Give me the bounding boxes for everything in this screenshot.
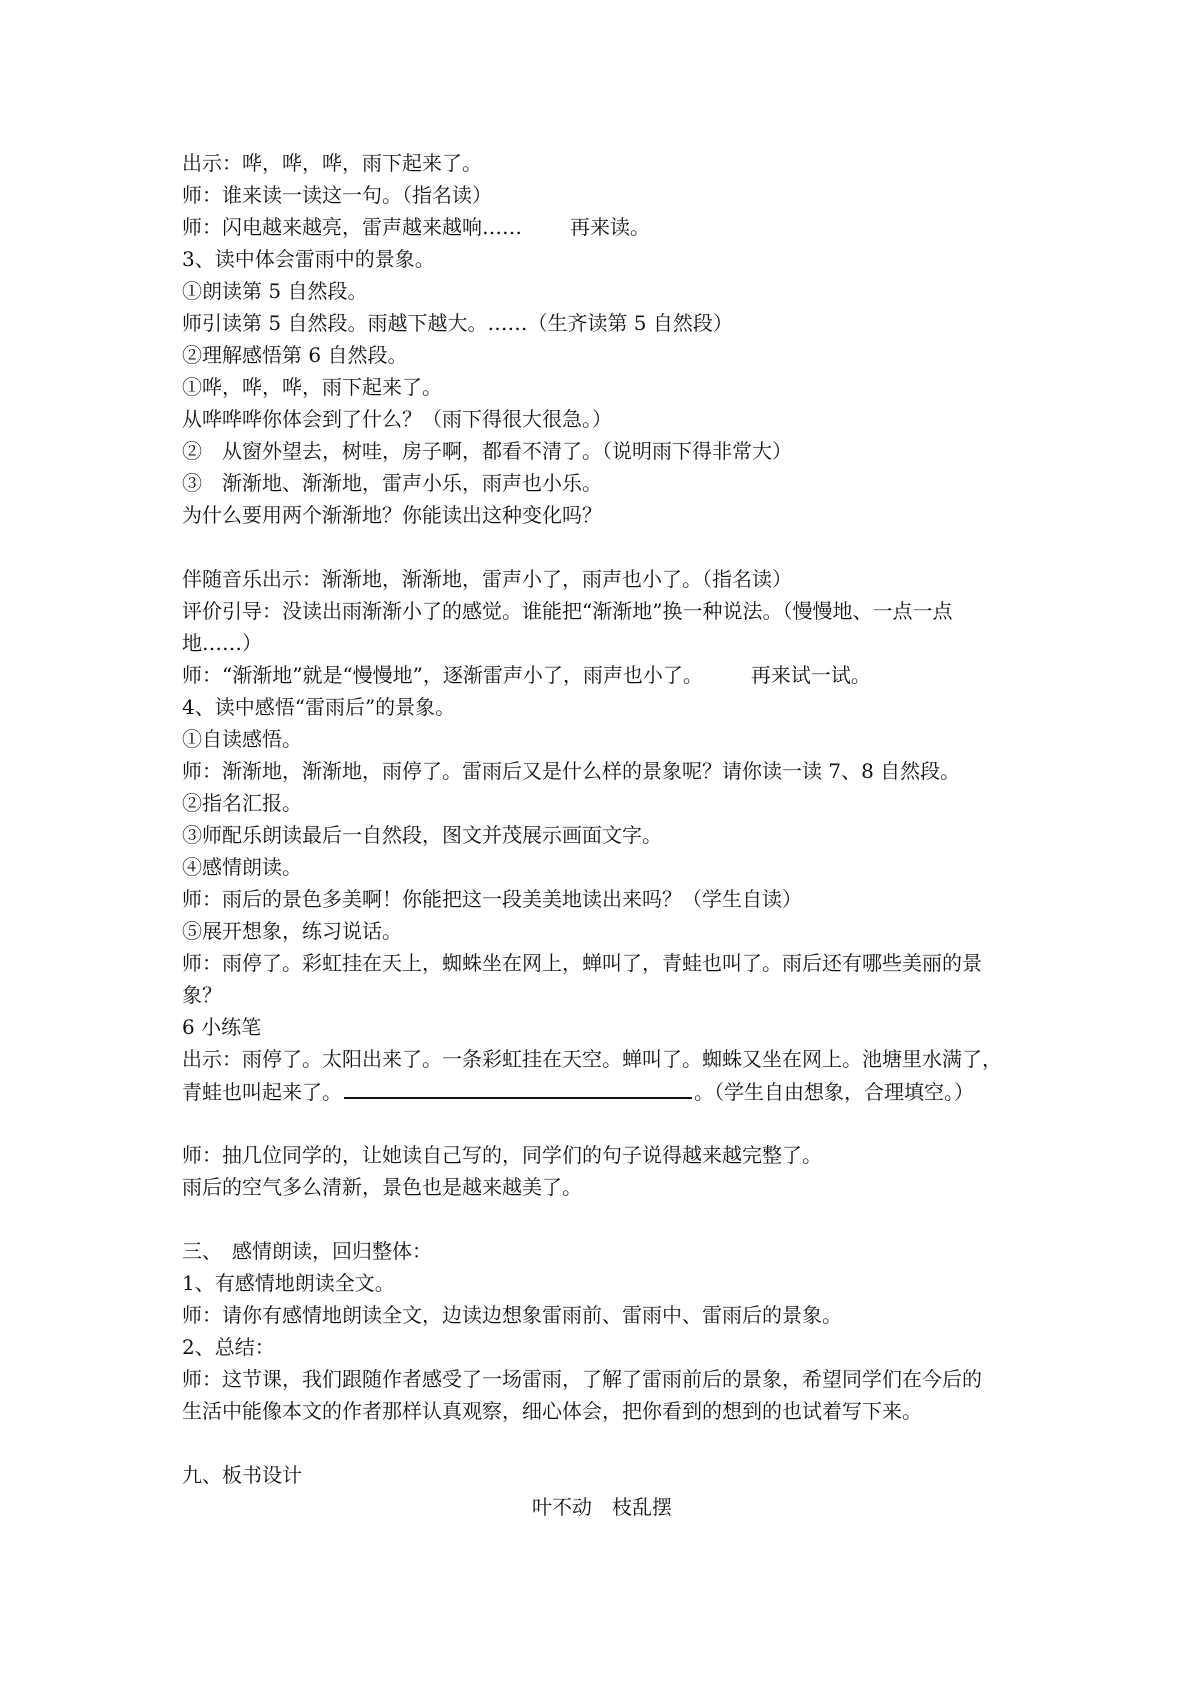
line-text: 师：渐渐地，渐渐地，雨停了。雷雨后又是什么样的景象呢？请你读一读 7、8 自然段。 (182, 759, 961, 783)
line-text: ①朗读第 5 自然段。 (182, 279, 368, 303)
line-text: 师：雨后的景色多美啊！你能把这一段美美地读出来吗？（学生自读） (182, 887, 802, 911)
board-design-line (182, 1491, 1022, 1523)
blank-line (182, 1107, 1022, 1139)
line-text: 师：“渐渐地”就是“慢慢地”，逐渐雷声小了，雨声也小了。 (182, 663, 703, 687)
line-text: 评价引导：没读出雨渐渐小了的感觉。谁能把“渐渐地”换一种说法。（慢慢地、一点一点 (182, 599, 953, 623)
line-text: 出示：雨停了。太阳出来了。一条彩虹挂在天空。蝉叫了。蜘蛛又坐在网上。池塘里水满了， (182, 1047, 1002, 1071)
document-body (182, 147, 1022, 1523)
line-text: ①哗，哗，哗，雨下起来了。 (182, 375, 442, 399)
text-line (182, 371, 1022, 403)
text-line (182, 1363, 1022, 1395)
line-text: 地……） (182, 631, 262, 655)
text-line (182, 147, 1022, 179)
line-text: 三、 感情朗读，回归整体： (182, 1239, 432, 1263)
text-line (182, 851, 1022, 883)
text-line (182, 595, 1022, 627)
line-text: 再来试一试。 (750, 663, 871, 687)
line-text: 1、有感情地朗读全文。 (182, 1271, 395, 1295)
line-text: 。（学生自由想象，合理填空。） (694, 1080, 974, 1104)
text-line (182, 1139, 1022, 1171)
text-line (182, 915, 1022, 947)
line-text: ①自读感悟。 (182, 727, 302, 751)
section-heading (182, 1459, 1022, 1491)
text-line (182, 947, 1022, 979)
line-text: 师：抽几位同学的，让她读自己写的，同学们的句子说得越来越完整了。 (182, 1143, 822, 1167)
text-line (182, 403, 1022, 435)
text-line (182, 339, 1022, 371)
line-text: 出示：哗，哗，哗，雨下起来了。 (182, 151, 482, 175)
text-line (182, 1075, 1022, 1107)
text-line (182, 467, 1022, 499)
text-line (182, 179, 1022, 211)
fill-in-blank (344, 1075, 692, 1099)
text-line (182, 1267, 1022, 1299)
line-text: ⑤展开想象，练习说话。 (182, 919, 402, 943)
line-text: 师：谁来读一读这一句。（指名读） (182, 183, 492, 207)
text-line (182, 755, 1022, 787)
line-text: 师：闪电越来越亮，雷声越来越响…… (182, 215, 522, 239)
text-line (182, 435, 1022, 467)
line-text: 雨后的空气多么清新，景色也是越来越美了。 (182, 1175, 582, 1199)
text-line (182, 307, 1022, 339)
text-line (182, 723, 1022, 755)
text-line (182, 659, 1022, 691)
text-line (182, 275, 1022, 307)
line-text: 从哗哗哗你体会到了什么？（雨下得很大很急。） (182, 407, 612, 431)
section-heading (182, 1235, 1022, 1267)
blank-line (182, 1427, 1022, 1459)
line-text: 伴随音乐出示：渐渐地，渐渐地，雷声小了，雨声也小了。（指名读） (182, 567, 792, 591)
line-text: 再来读。 (570, 215, 650, 239)
line-text: ②指名汇报。 (182, 791, 302, 815)
line-text: 师：雨停了。彩虹挂在天上，蜘蛛坐在网上，蝉叫了，青蛙也叫了。雨后还有哪些美丽的景 (182, 951, 982, 975)
text-line (182, 979, 1022, 1011)
line-text: 为什么要用两个渐渐地？你能读出这种变化吗？ (182, 503, 602, 527)
blank-line (182, 1203, 1022, 1235)
text-line (182, 1171, 1022, 1203)
line-text: 叶不动 枝乱摆 (532, 1495, 672, 1519)
line-text: 象？ (182, 983, 222, 1007)
text-line (182, 883, 1022, 915)
line-text: 师：请你有感情地朗读全文，边读边想象雷雨前、雷雨中、雷雨后的景象。 (182, 1303, 842, 1327)
section-heading (182, 691, 1022, 723)
line-text: ③ 渐渐地、渐渐地，雷声小乐，雨声也小乐。 (182, 471, 602, 495)
line-text: ③师配乐朗读最后一自然段，图文并茂展示画面文字。 (182, 823, 662, 847)
text-line (182, 1043, 1022, 1075)
text-line (182, 787, 1022, 819)
line-text: 4、读中感悟“雷雨后”的景象。 (182, 695, 456, 719)
line-text: 师：这节课，我们跟随作者感受了一场雷雨，了解了雷雨前后的景象，希望同学们在今后的 (182, 1367, 982, 1391)
text-line (182, 819, 1022, 851)
text-line (182, 1331, 1022, 1363)
line-text: ②理解感悟第 6 自然段。 (182, 343, 408, 367)
blank-line (182, 531, 1022, 563)
line-text: 师引读第 5 自然段。雨越下越大。……（生齐读第 5 自然段） (182, 311, 733, 335)
section-heading (182, 243, 1022, 275)
line-text: 6 小练笔 (182, 1015, 262, 1039)
text-line (182, 1299, 1022, 1331)
line-text: 九、板书设计 (182, 1463, 302, 1487)
section-heading (182, 1011, 1022, 1043)
line-text: 2、总结： (182, 1335, 275, 1359)
line-text: 青蛙也叫起来了。 (182, 1080, 342, 1104)
text-line (182, 499, 1022, 531)
text-line (182, 211, 1022, 243)
text-line (182, 563, 1022, 595)
line-text: ② 从窗外望去，树哇，房子啊，都看不清了。（说明雨下得非常大） (182, 439, 792, 463)
line-text: 3、读中体会雷雨中的景象。 (182, 247, 435, 271)
text-line (182, 627, 1022, 659)
line-text: 生活中能像本文的作者那样认真观察，细心体会，把你看到的想到的也试着写下来。 (182, 1399, 922, 1423)
text-line (182, 1395, 1022, 1427)
line-text: ④感情朗读。 (182, 855, 302, 879)
